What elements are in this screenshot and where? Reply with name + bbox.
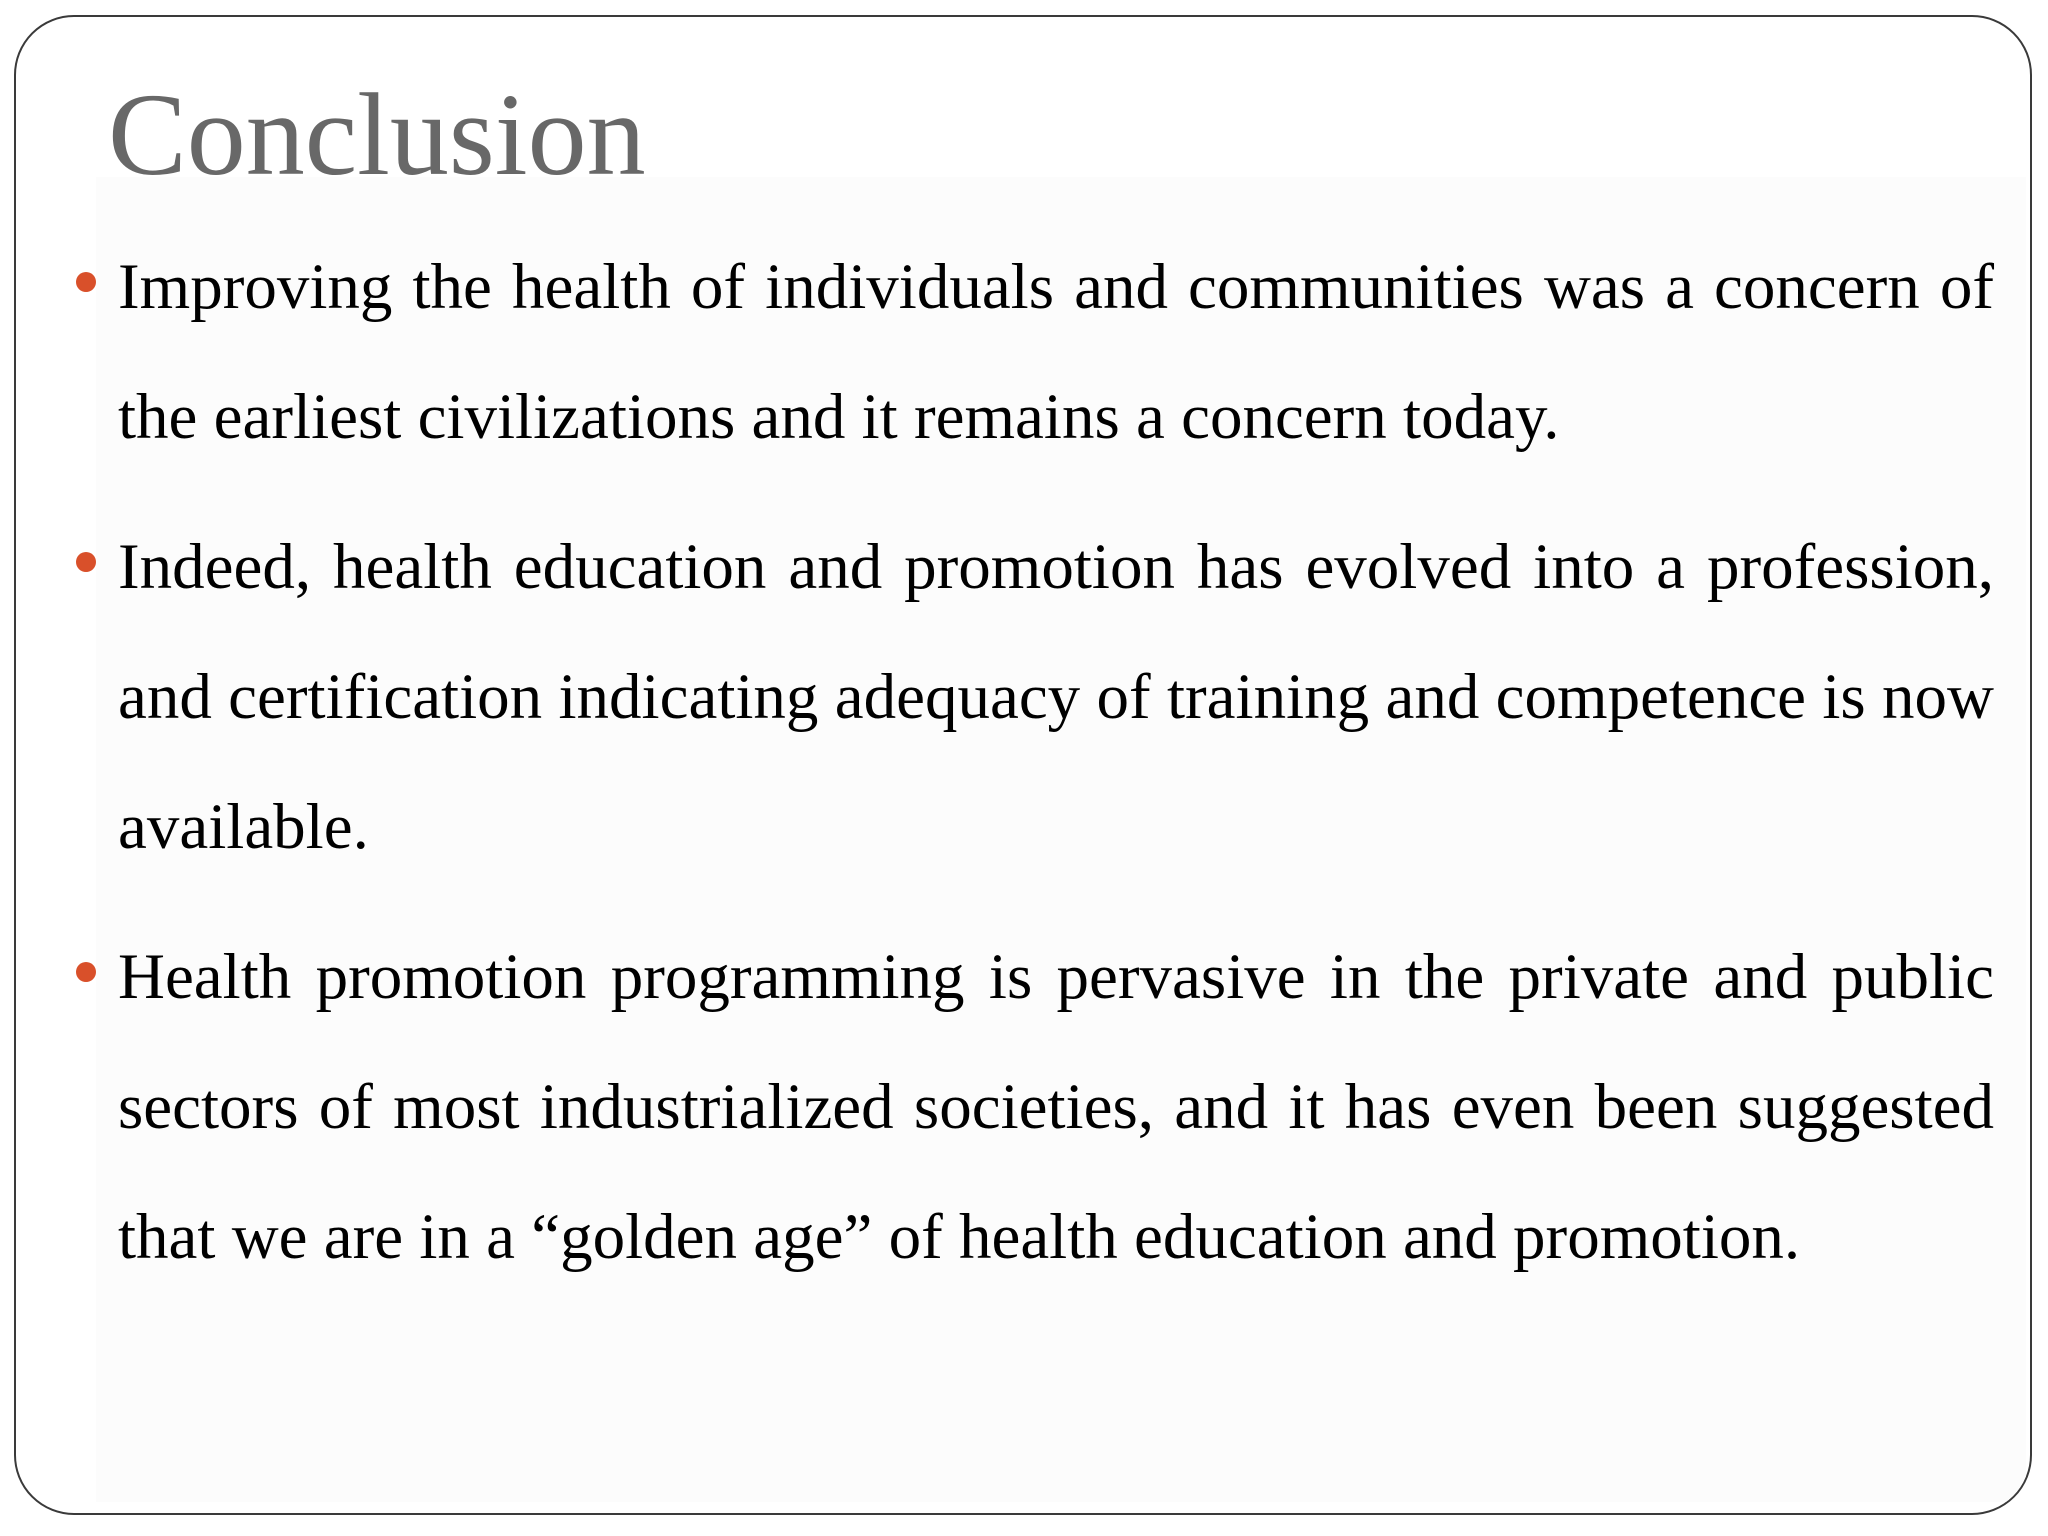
- bullet-list: [118, 222, 1994, 1322]
- bullet-dot-icon: [76, 962, 96, 982]
- bullet-item: [118, 222, 1994, 482]
- bullet-text: Health promotion programming is pervasive in the private and public sectors of most industrialized societies, and it has even been suggested that we are in a “golden age” of health education and promotion.: [118, 941, 1994, 1273]
- bullet-dot-icon: [76, 272, 96, 292]
- bullet-text: Improving the health of individuals and communities was a concern of the earliest civilizations and it remains a concern today.: [118, 251, 1994, 453]
- bullet-text: Indeed, health education and promotion has evolved into a profession, and certification indicating adequacy of training and competence is now available.: [118, 531, 1994, 863]
- bullet-item: [118, 912, 1994, 1302]
- slide: [14, 15, 2032, 1515]
- bullet-item: [118, 502, 1994, 892]
- bullet-dot-icon: [76, 552, 96, 572]
- slide-title: Conclusion: [108, 69, 646, 200]
